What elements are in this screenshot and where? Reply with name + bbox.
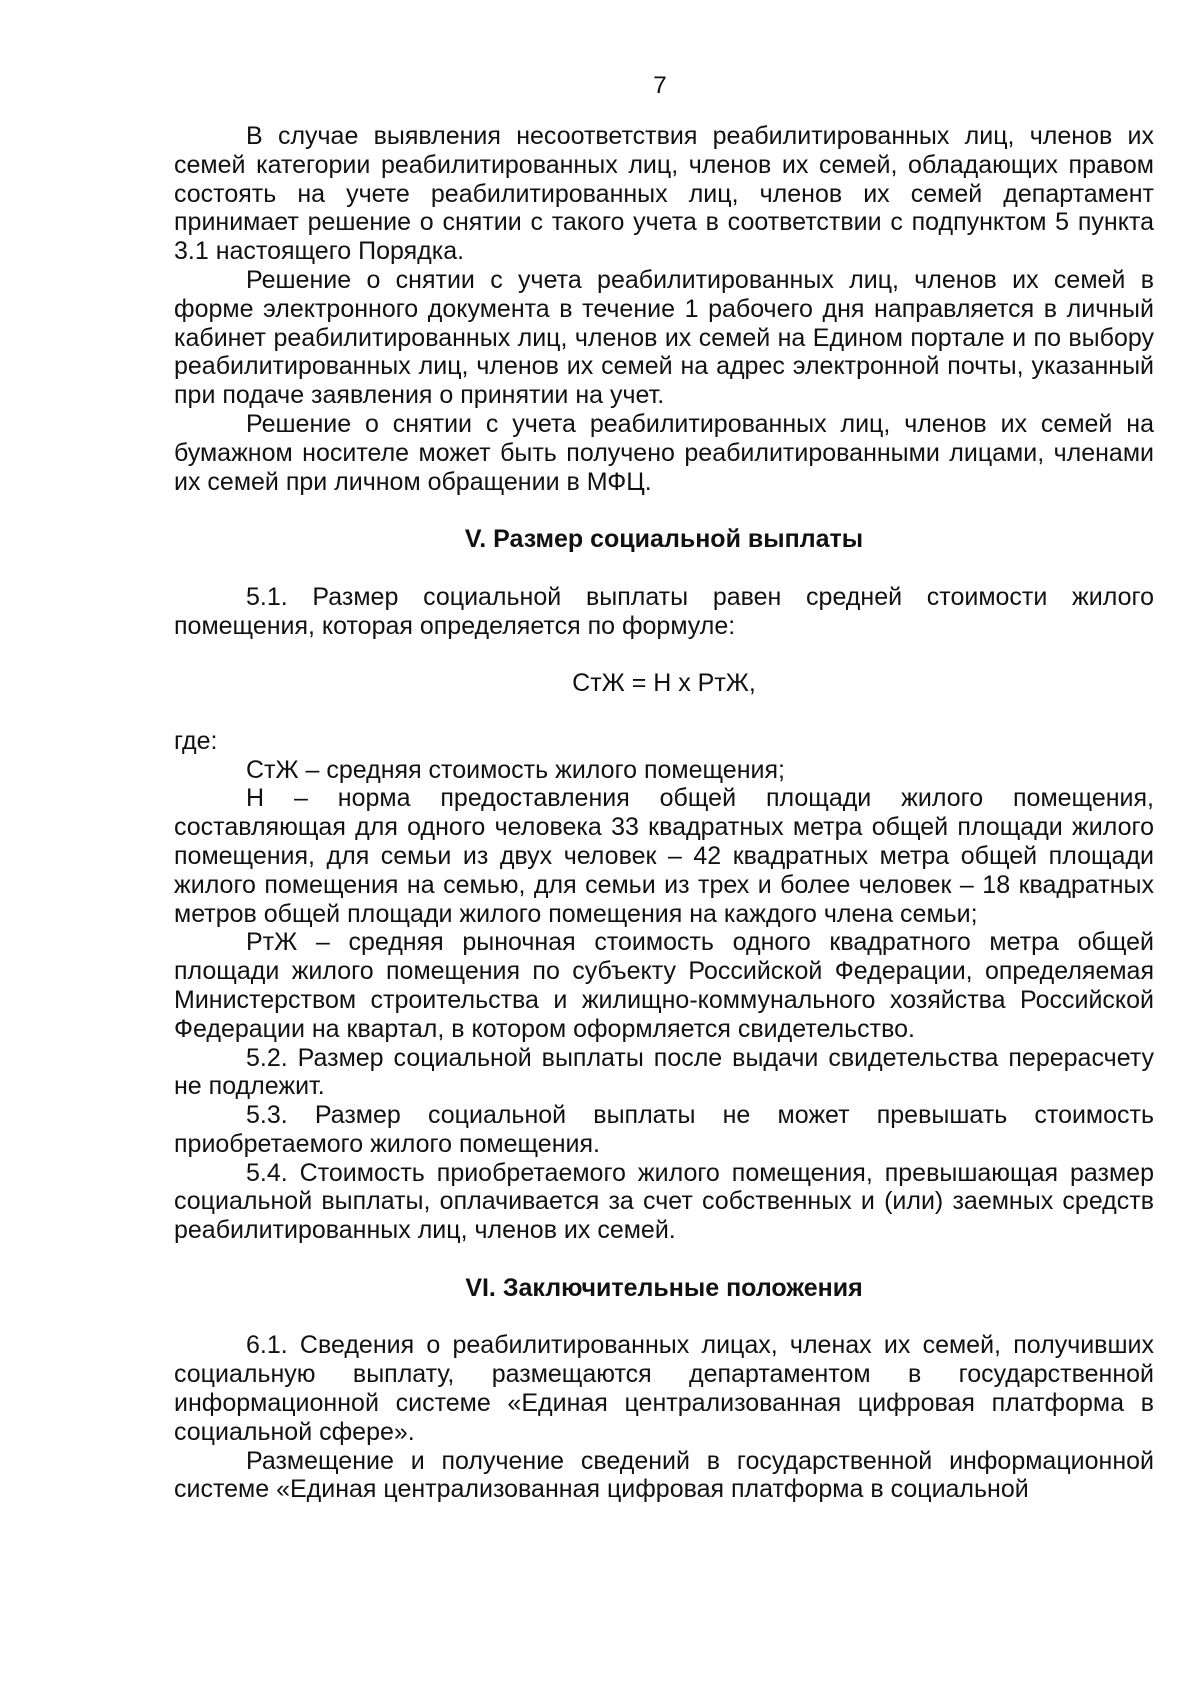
- definition-rtzh: РтЖ – средняя рыночная стоимость одного квадратного метра общей площади жилого помещения по субъекту Российской Федерации, определяемая Министерством строительства и жилищно-коммунального хозяйства Российской Федерации на квартал, в котором оформляется свидетельство.: [174, 928, 1154, 1043]
- formula-where-label: где:: [174, 726, 218, 755]
- document-body: [174, 122, 1154, 1504]
- paragraph-6-2: Размещение и получение сведений в государственной информационной системе «Единая централизованная цифровая платформа в социальной: [174, 1446, 1154, 1504]
- definition-n: Н – норма предоставления общей площади жилого помещения, составляющая для одного человека 33 квадратных метра общей площади жилого помещения, для семьи из двух человек – 42 квадратных метра общей площади жилого помещения на семью, для семьи из трех и более человек – 18 квадратных метров общей площади жилого помещения на каждого члена семьи;: [174, 784, 1154, 928]
- definition-stzh: СтЖ – средняя стоимость жилого помещения;: [246, 755, 785, 784]
- paragraph-5-3: 5.3. Размер социальной выплаты не может превышать стоимость приобретаемого жилого помещения.: [174, 1101, 1154, 1158]
- page-number: 7: [653, 72, 667, 99]
- paragraph-6-1: 6.1. Сведения о реабилитированных лицах, членах их семей, получивших социальную выплату, размещаются департаментом в государственной информационной системе «Единая централизованная цифровая платформа в социальной сфере».: [174, 1331, 1154, 1446]
- paragraph-5-2: 5.2. Размер социальной выплаты после выдачи свидетельства перерасчету не подлежит.: [174, 1043, 1154, 1101]
- paragraph-electronic-decision: Решение о снятии с учета реабилитированных лиц, членов их семей в форме электронного документа в течение 1 рабочего дня направляется в личный кабинет реабилитированных лиц, членов их семей на Едином портале и по выбору реабилитированных лиц, членов их семей на адрес электронной почты, указанный при подаче заявления о принятии на учет.: [174, 265, 1154, 410]
- paragraph-5-4: 5.4. Стоимость приобретаемого жилого помещения, превышающая размер социальной выплаты, оплачивается за счет собственных и (или) заемных средств реабилитированных лиц, членов их семей.: [174, 1158, 1154, 1245]
- paragraph-deregistration-grounds: В случае выявления несоответствия реабилитированных лиц, членов их семей категории реабилитированных лиц, членов их семей, обладающих правом состоять на учете реабилитированных лиц, членов их семей департамент принимает решение о снятии с такого учета в соответствии с подпунктом 5 пункта 3.1 настоящего Порядка.: [174, 122, 1154, 266]
- paragraph-5-1: 5.1. Размер социальной выплаты равен средней стоимости жилого помещения, которая определяется по формуле:: [174, 582, 1154, 640]
- section-title-5: V. Размер социальной выплаты: [464, 525, 864, 554]
- section-title-6: VI. Заключительные положения: [465, 1273, 863, 1302]
- formula: СтЖ = Н x РтЖ,: [572, 669, 756, 698]
- paragraph-paper-decision: Решение о снятии с учета реабилитированных лиц, членов их семей на бумажном носителе может быть получено реабилитированными лицами, членами их семей при личном обращении в МФЦ.: [174, 409, 1154, 496]
